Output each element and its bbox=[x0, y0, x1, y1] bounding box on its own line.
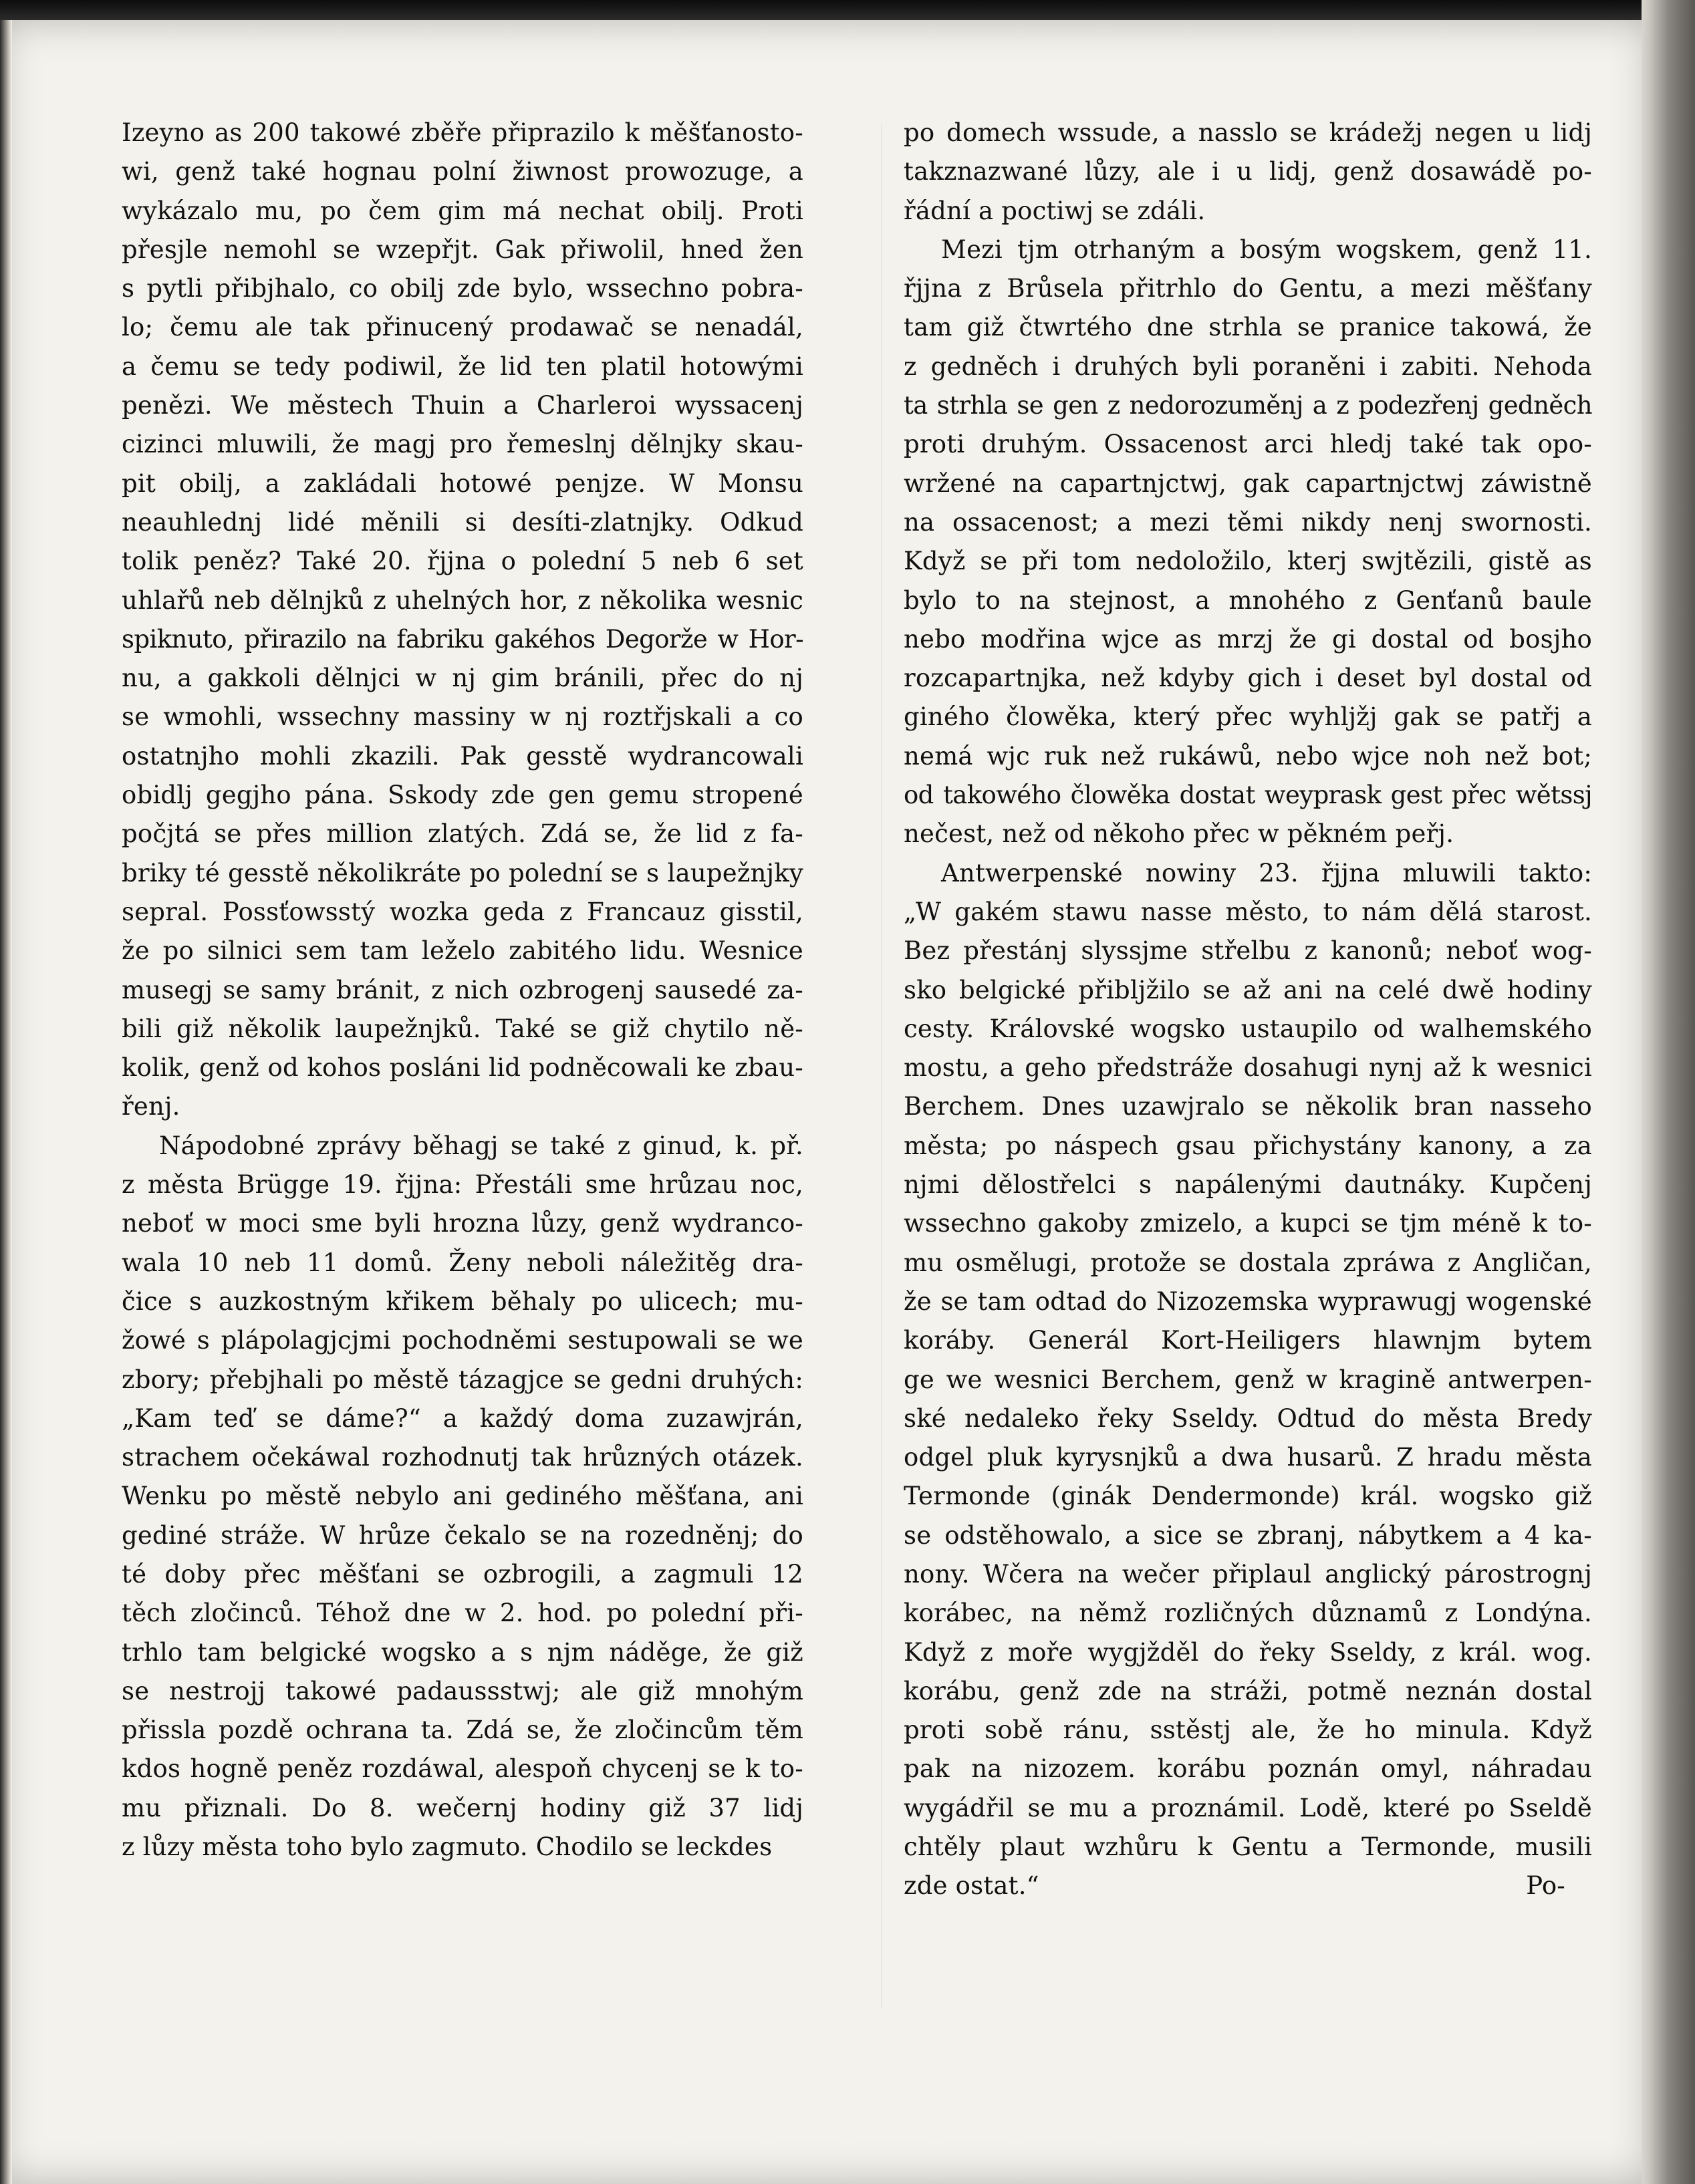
text-line: Izeyno as 200 takowé zběře připrazilo k měšťanosto- bbox=[122, 118, 803, 147]
text-line: Mezi tjm otrhaným a bosým wogskem, genž 11. bbox=[941, 235, 1592, 264]
text-line: se wmohli, wssechny massiny w nj roztřjskali a co bbox=[122, 702, 803, 732]
text-line: wala 10 neb 11 domů. Ženy neboli náležitěg dra- bbox=[122, 1248, 803, 1277]
text-line: řádní a poctiwj se zdáli. bbox=[904, 196, 1206, 225]
text-line: gediné stráže. W hrůze čekalo se na rozedněnj; do bbox=[122, 1520, 803, 1550]
page-edge bbox=[0, 20, 12, 2184]
text-line: Když se při tom nedoložilo, kterj swjtězili, gistě as bbox=[904, 547, 1592, 576]
text-line: „W gakém stawu nasse město, to nám dělá starost. bbox=[904, 897, 1592, 926]
text-line: korábu, genž zde na stráži, potmě neznán dostal bbox=[904, 1676, 1592, 1705]
text-line: proti sobě ránu, sstěstj ale, že ho minula. Když bbox=[904, 1716, 1592, 1745]
text-line: tam giž čtwrtého dne strhla se pranice takowá, že bbox=[904, 313, 1592, 342]
text-line: nebo modřina wjce as mrzj že gi dostal od bosjho bbox=[904, 624, 1592, 654]
text-line: neauhlednj lidé měnili si desíti-zlatnjky. Odkud bbox=[122, 507, 803, 537]
text-line: briky té gesstě několikráte po polední se s laupežnjky bbox=[122, 858, 803, 888]
text-line: Bez přestánj slyssjme střelbu z kanonů; neboť wog- bbox=[904, 936, 1592, 966]
text-line: korábec, na němž rozličných důznamů z Londýna. bbox=[904, 1599, 1592, 1628]
text-line: mu přiznali. Do 8. wečernj hodiny giž 37 lidj bbox=[122, 1793, 803, 1822]
text-line: koráby. Generál Kort-Heiligers hlawnjm bytem bbox=[904, 1326, 1592, 1355]
text-line: města; po náspech gsau přichystány kanony, a za bbox=[904, 1131, 1592, 1160]
text-line: bylo to na stejnost, a mnohého z Genťanů baule bbox=[904, 585, 1592, 615]
text-line: ské nedaleko řeky Sseldy. Odtud do města Bredy bbox=[904, 1403, 1592, 1433]
text-line: ostatnjho mohli zkazili. Pak gesstě wydrancowali bbox=[122, 741, 803, 771]
text-line: bili giž několik laupežnjků. Také se giž chytilo ně- bbox=[122, 1014, 803, 1043]
text-line: „Kam teď se dáme?“ a každý doma zuzawjrán, bbox=[122, 1403, 803, 1433]
text-line: nečest, než od někoho přec w pěkném peřj. bbox=[904, 819, 1454, 849]
catchword: Po- bbox=[1526, 1871, 1565, 1901]
text-line: spiknuto, přirazilo na fabriku gakéhos Degorže w Hor- bbox=[122, 624, 803, 654]
text-line: neboť w moci sme byli hrozna lůzy, genž wydranco- bbox=[122, 1209, 803, 1238]
text-line: nony. Wčera na wečer připlaul anglický párostrognj bbox=[904, 1559, 1592, 1589]
text-line: z lůzy města toho bylo zagmuto. Chodilo se leckdes bbox=[122, 1832, 773, 1862]
text-line: mu osmělugi, protože se dostala zpráwa z Angličan, bbox=[904, 1248, 1592, 1277]
text-line: Antwerpenské nowiny 23. řjjna mluwili takto: bbox=[941, 858, 1592, 888]
text-line: takznazwané lůzy, ale i u lidj, genž dosawádě po- bbox=[904, 157, 1592, 186]
text-line: odgel pluk kyrysnjků a dwa husarů. Z hradu města bbox=[904, 1443, 1592, 1472]
text-line: zbory; přebjhali po městě tázagjce se gedni druhých: bbox=[122, 1365, 803, 1394]
text-line: nemá wjc ruk než rukáwů, nebo wjce noh než bot; bbox=[904, 741, 1592, 771]
text-line: wssechno gakoby zmizelo, a kupci se tjm méně k to- bbox=[904, 1209, 1592, 1238]
text-line: od takowého člowěka dostat weyprask gest přec wětssj bbox=[904, 781, 1592, 810]
text-line: wykázalo mu, po čem gim má nechat obilj. Proti bbox=[122, 196, 803, 225]
text-line: giného člowěka, který přec wyhljžj gak se patřj a bbox=[904, 702, 1592, 732]
text-line: řjjna z Brůsela přitrhlo do Gentu, a mezi měšťany bbox=[904, 274, 1592, 303]
text-line: řenj. bbox=[122, 1092, 180, 1121]
text-line: zde ostat.“ bbox=[904, 1871, 1039, 1901]
text-line: proti druhým. Ossacenost arci hledj také tak opo- bbox=[904, 430, 1592, 459]
right-text-column bbox=[904, 114, 1592, 1906]
text-line: obidlj gegjho pána. Sskody zde gen gemu stropené bbox=[122, 781, 803, 810]
text-line: se nestrojj takowé padaussstwj; ale giž mnohým bbox=[122, 1676, 803, 1705]
text-line: cesty. Královské wogsko ustaupilo od walhemského bbox=[904, 1014, 1592, 1043]
text-line: že po silnici sem tam leželo zabitého lidu. Wesnice bbox=[122, 936, 803, 966]
column-gutter bbox=[881, 124, 882, 2008]
text-line: njmi dělostřelci s napálenými dautnáky. Kupčenj bbox=[904, 1170, 1592, 1200]
text-line: té doby přec měšťani se ozbrogili, a zagmuli 12 bbox=[122, 1559, 803, 1589]
scan-frame-top bbox=[0, 0, 1695, 20]
text-line: Nápodobné zprávy běhagj se také z ginud, k. př. bbox=[159, 1131, 803, 1160]
text-line: Wenku po městě nebylo ani gediného měšťana, ani bbox=[122, 1482, 803, 1511]
text-line: že se tam odtad do Nizozemska wyprawugj wogenské bbox=[904, 1286, 1592, 1316]
text-line: počjtá se přes million zlatých. Zdá se, že lid z fa- bbox=[122, 819, 803, 849]
text-line: wržené na capartnjctwj, gak capartnjctwj záwistně bbox=[904, 468, 1592, 498]
text-line: na ossacenost; a mezi těmi nikdy nenj swornosti. bbox=[904, 507, 1592, 537]
text-line: sko belgické přibljžilo se až ani na celé dwě hodiny bbox=[904, 975, 1592, 1004]
text-line: musegj se samy bránit, z nich ozbrogenj sausedé za- bbox=[122, 975, 803, 1004]
text-line: Termonde (ginák Dendermonde) král. wogsko giž bbox=[904, 1482, 1592, 1511]
text-line: sepral. Possťowsstý wozka geda z Francauz gisstil, bbox=[122, 897, 803, 926]
text-line: Berchem. Dnes uzawjralo se několik bran nasseho bbox=[904, 1092, 1592, 1121]
text-line: strachem očekáwal rozhodnutj tak hrůzných otázek. bbox=[122, 1443, 803, 1472]
text-line: z gedněch i druhých byli poraněni i zabiti. Nehoda bbox=[904, 352, 1592, 381]
text-line: kolik, genž od kohos posláni lid podněcowali ke zbau- bbox=[122, 1053, 803, 1083]
text-line: přesjle nemohl se wzepřjt. Gak přiwolil, hned žen bbox=[122, 235, 803, 264]
text-line: wygádřil se mu a proznámil. Lodě, které po Sseldě bbox=[904, 1793, 1592, 1822]
text-line: kdos hogně peněz rozdáwal, alespoň chycenj se k to- bbox=[122, 1754, 803, 1784]
scan-frame-right bbox=[1642, 0, 1695, 2184]
text-line: pit obilj, a zakládali hotowé penjze. W Monsu bbox=[122, 468, 803, 498]
text-line: Když z moře wygjžděl do řeky Sseldy, z král. wog. bbox=[904, 1637, 1592, 1667]
text-line: rozcapartnjka, než kdyby gich i deset byl dostal od bbox=[904, 664, 1592, 693]
text-line: penězi. We městech Thuin a Charleroi wyssacenj bbox=[122, 391, 803, 420]
text-line: žowé s plápolagjcjmi pochodněmi sestupowali se we bbox=[122, 1326, 803, 1355]
text-line: wi, genž také hognau polní žiwnost prowozuge, a bbox=[122, 157, 803, 186]
text-line: po domech wssude, a nasslo se krádežj negen u lidj bbox=[904, 118, 1592, 147]
text-line: uhlařů neb dělnjků z uhelných hor, z několika wesnic bbox=[122, 585, 803, 615]
text-line: mostu, a geho předstráže dosahugi nynj až k wesnici bbox=[904, 1053, 1592, 1083]
text-line: trhlo tam belgické wogsko a s njm náděge, že giž bbox=[122, 1637, 803, 1667]
text-line: přissla pozdě ochrana ta. Zdá se, že zločincům těm bbox=[122, 1716, 803, 1745]
text-line: cizinci mluwili, že magj pro řemeslnj dělnjky skau- bbox=[122, 430, 803, 459]
text-line: z města Brügge 19. řjjna: Přestáli sme hrůzau noc, bbox=[122, 1170, 803, 1200]
text-line: těch zločinců. Téhož dne w 2. hod. po polední při- bbox=[122, 1599, 803, 1628]
text-line: chtěly plaut wzhůru k Gentu a Termonde, musili bbox=[904, 1832, 1592, 1862]
text-line: a čemu se tedy podiwil, že lid ten platil hotowými bbox=[122, 352, 803, 381]
text-line: čice s auzkostným křikem běhaly po ulicech; mu- bbox=[122, 1286, 803, 1316]
text-line: s pytli přibjhalo, co obilj zde bylo, wssechno pobra- bbox=[122, 274, 803, 303]
text-line: ta strhla se gen z nedorozuměnj a z podezřenj gedněch bbox=[904, 391, 1592, 420]
text-line: ge we wesnici Berchem, genž w kragině antwerpen- bbox=[904, 1365, 1592, 1394]
text-line: nu, a gakkoli dělnjci w nj gim bránili, přec do nj bbox=[122, 664, 803, 693]
text-line: lo; čemu ale tak přinucený prodawač se nenadál, bbox=[122, 313, 803, 342]
text-line: pak na nizozem. korábu poznán omyl, náhradau bbox=[904, 1754, 1592, 1784]
left-text-column bbox=[122, 114, 803, 1867]
text-line: se odstěhowalo, a sice se zbranj, nábytkem a 4 ka- bbox=[904, 1520, 1592, 1550]
text-line: tolik peněz? Také 20. řjjna o polední 5 neb 6 set bbox=[122, 547, 803, 576]
